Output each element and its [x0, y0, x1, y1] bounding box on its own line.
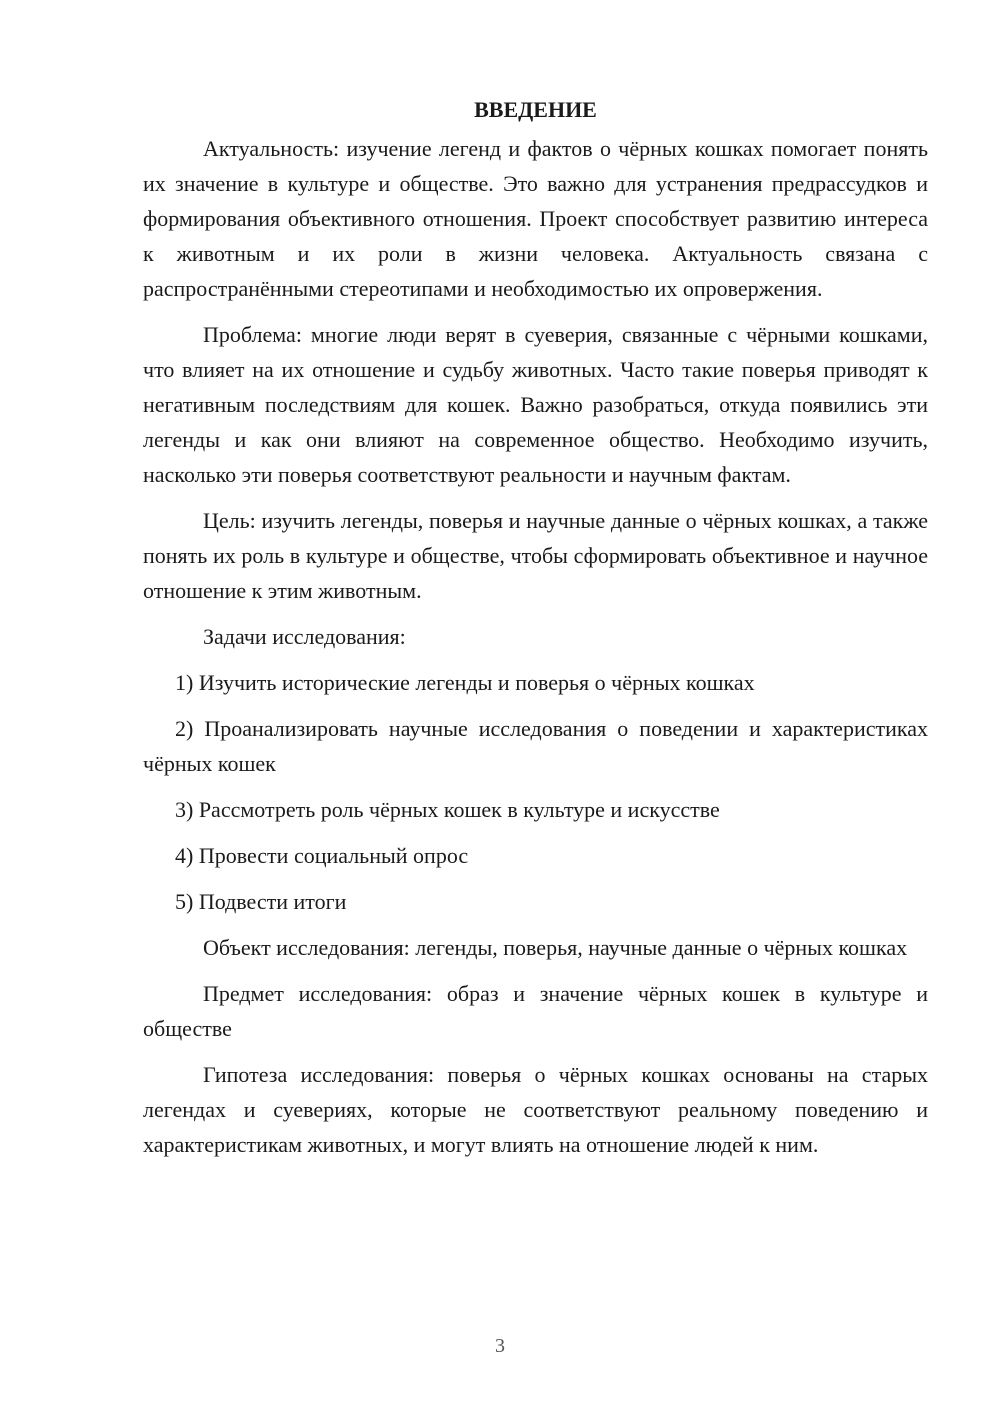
- task-item-2: 2) Проанализировать научные исследования о поведении и характеристиках чёрных кошек: [143, 716, 928, 776]
- problem-paragraph: Проблема: многие люди верят в суеверия, связанные с чёрными кошками, что влияет на их отношение и судьбу животных. Часто такие поверья приводят к негативным последствиям для кошек. Важно разобраться, откуда появились эти легенды и как они влияют на современное общество. Необходимо изучить, насколько эти поверья соответствуют реальности и научным фактам.: [143, 322, 928, 487]
- object-paragraph: Объект исследования: легенды, поверья, научные данные о чёрных кошках: [203, 935, 908, 960]
- subject-paragraph: Предмет исследования: образ и значение чёрных кошек в культуре и обществе: [143, 981, 928, 1041]
- goal-paragraph: Цель: изучить легенды, поверья и научные данные о чёрных кошках, а также понять их роль в культуре и обществе, чтобы сформировать объективное и научное отношение к этим животным.: [143, 508, 928, 603]
- relevance-paragraph: Актуальность: изучение легенд и фактов о чёрных кошках помогает понять их значение в культуре и обществе. Это важно для устранения предрассудков и формирования объективного отношения. Проект способствует развитию интереса к животным и их роли в жизни человека. Актуальность связана с распространёнными стереотипами и необходимостью их опровержения.: [143, 136, 928, 301]
- section-heading: ВВЕДЕНИЕ: [474, 97, 597, 122]
- page-number: 3: [495, 1335, 505, 1357]
- task-item-4: 4) Провести социальный опрос: [175, 843, 469, 868]
- hypothesis-paragraph: Гипотеза исследования: поверья о чёрных кошках основаны на старых легендах и суевериях, которые не соответствуют реальному поведению и характеристикам животных, и могут влиять на отношение людей к ним.: [143, 1062, 928, 1157]
- task-item-1: 1) Изучить исторические легенды и поверья о чёрных кошках: [175, 670, 755, 695]
- document-page: [143, 92, 928, 1173]
- task-item-3: 3) Рассмотреть роль чёрных кошек в культуре и искусстве: [175, 797, 720, 822]
- tasks-title: Задачи исследования:: [203, 624, 406, 649]
- task-item-5: 5) Подвести итоги: [175, 889, 347, 914]
